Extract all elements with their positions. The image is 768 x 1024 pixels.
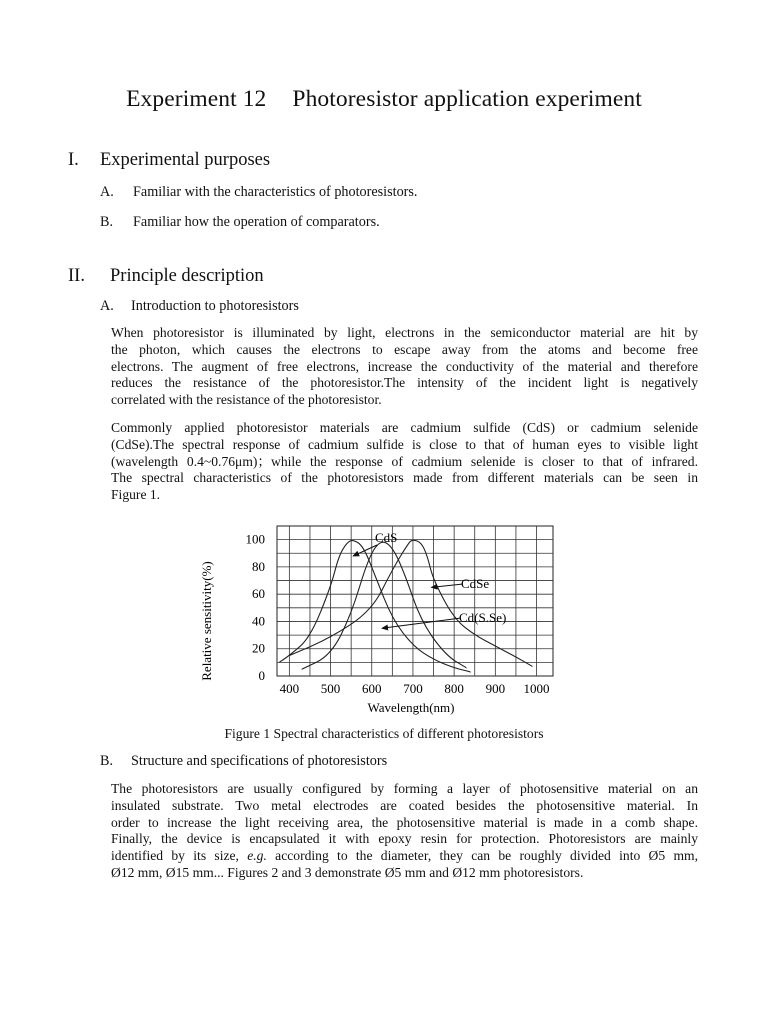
paragraph-line: electrons. The augment of free electrons, increase the conductivity of the material and therefore	[111, 358, 698, 374]
figure-caption: Figure 1 Spectral characteristics of different photoresistors	[224, 726, 544, 741]
y-tick-label: 60	[252, 586, 265, 602]
item-text: Introduction to photoresistors	[131, 298, 299, 314]
paragraph-line: When photoresistor is illuminated by light, electrons in the semiconductor material are hit by	[111, 325, 698, 340]
emphasis-text: e.g.	[247, 848, 267, 864]
paragraph-materials	[111, 420, 698, 504]
y-tick-label: 20	[252, 640, 265, 656]
series-line-cdse	[289, 540, 532, 666]
paragraph-line: Ø12 mm, Ø15 mm... Figures 2 and 3 demonstrate Ø5 mm and Ø12 mm photoresistors.	[111, 864, 584, 880]
annotation-label: Cd(S.Se)	[459, 610, 507, 625]
series-line-cds	[279, 541, 471, 672]
paragraph-line: correlated with the resistance of the photoresistor.	[111, 392, 382, 408]
annotation-label: CdSe	[461, 576, 490, 591]
paragraph-structure	[111, 781, 698, 882]
section-title: Experimental purposes	[100, 150, 271, 170]
item-letter: B.	[100, 214, 114, 230]
paragraph-line: Figure 1.	[111, 487, 161, 503]
paragraph-line: (wavelength 0.4~0.76μm)；while the response of cadmium selenide is closer to that of infrared.	[111, 453, 698, 469]
x-tick-label: 900	[485, 681, 506, 696]
series-line-cdsse	[302, 542, 467, 669]
chart-series	[279, 540, 532, 672]
x-tick-label: 1000	[523, 681, 550, 696]
item-letter: A.	[100, 298, 114, 314]
paragraph-line: (CdSe).The spectral response of cadmium sulfide is close to that of human eyes to visible light	[111, 436, 698, 452]
y-tick-label: 0	[258, 668, 265, 683]
title-prefix: Experiment 12	[126, 86, 267, 112]
y-tick-label: 100	[245, 531, 265, 547]
title-main: Photoresistor application experiment	[292, 86, 642, 112]
item-letter: A.	[100, 184, 114, 200]
annotation-label: CdS	[375, 530, 398, 545]
x-tick-label: 500	[320, 681, 341, 696]
paragraph-line: The spectral characteristics of the photoresistors made from different materials can be seen in	[111, 470, 698, 486]
section-number: I.	[68, 150, 79, 170]
line-text: identified by its size,	[111, 848, 248, 864]
section-title: Principle description	[110, 266, 264, 286]
item-text: Structure and specifications of photoresistors	[131, 753, 388, 769]
x-tick-label: 700	[403, 681, 423, 696]
paragraph-line: order to increase the light receiving area, the photosensitive material is made in a comb shape.	[111, 814, 698, 830]
line-text: according to the diameter, they can be roughly divided into Ø5 mm,	[266, 848, 699, 864]
y-tick-label: 40	[252, 613, 265, 629]
y-axis-label: Relative sensitivity(%)	[199, 561, 214, 681]
section-number: II.	[68, 266, 85, 286]
paragraph-line: Finally, the device is encapsulated it with epoxy resin for protection. Photoresistors are mainly	[111, 831, 698, 847]
x-tick-label: 800	[444, 681, 464, 696]
paragraph-line: Commonly applied photoresistor materials are cadmium sulfide (CdS) or cadmium selenide	[111, 420, 698, 435]
item-letter: B.	[100, 753, 114, 769]
x-tick-label: 400	[279, 681, 300, 696]
paragraph-line: insulated substrate. Two metal electrodes are coated besides the photosensitive material. In	[111, 797, 698, 813]
x-tick-label: 600	[361, 681, 382, 696]
item-text: Familiar how the operation of comparators.	[133, 214, 380, 230]
page-title	[0, 86, 768, 113]
paragraph-line: the photon, which causes the electrons to escape away from the atoms and become free	[111, 341, 698, 357]
paragraph-intro	[111, 325, 698, 409]
paragraph-line: reduces the resistance of the photoresistor.The intensity of the incident light is negatively	[111, 375, 698, 391]
y-tick-label: 80	[252, 558, 265, 574]
item-text: Familiar with the characteristics of photoresistors.	[133, 184, 418, 200]
plot-frame	[277, 526, 553, 676]
paragraph-line: The photoresistors are usually configured by forming a layer of photosensitive material on an	[111, 781, 698, 796]
x-axis-label: Wavelength(nm)	[367, 700, 455, 715]
paragraph-line	[111, 848, 698, 865]
spectral-chart	[195, 518, 565, 718]
chart-grid	[277, 526, 553, 676]
